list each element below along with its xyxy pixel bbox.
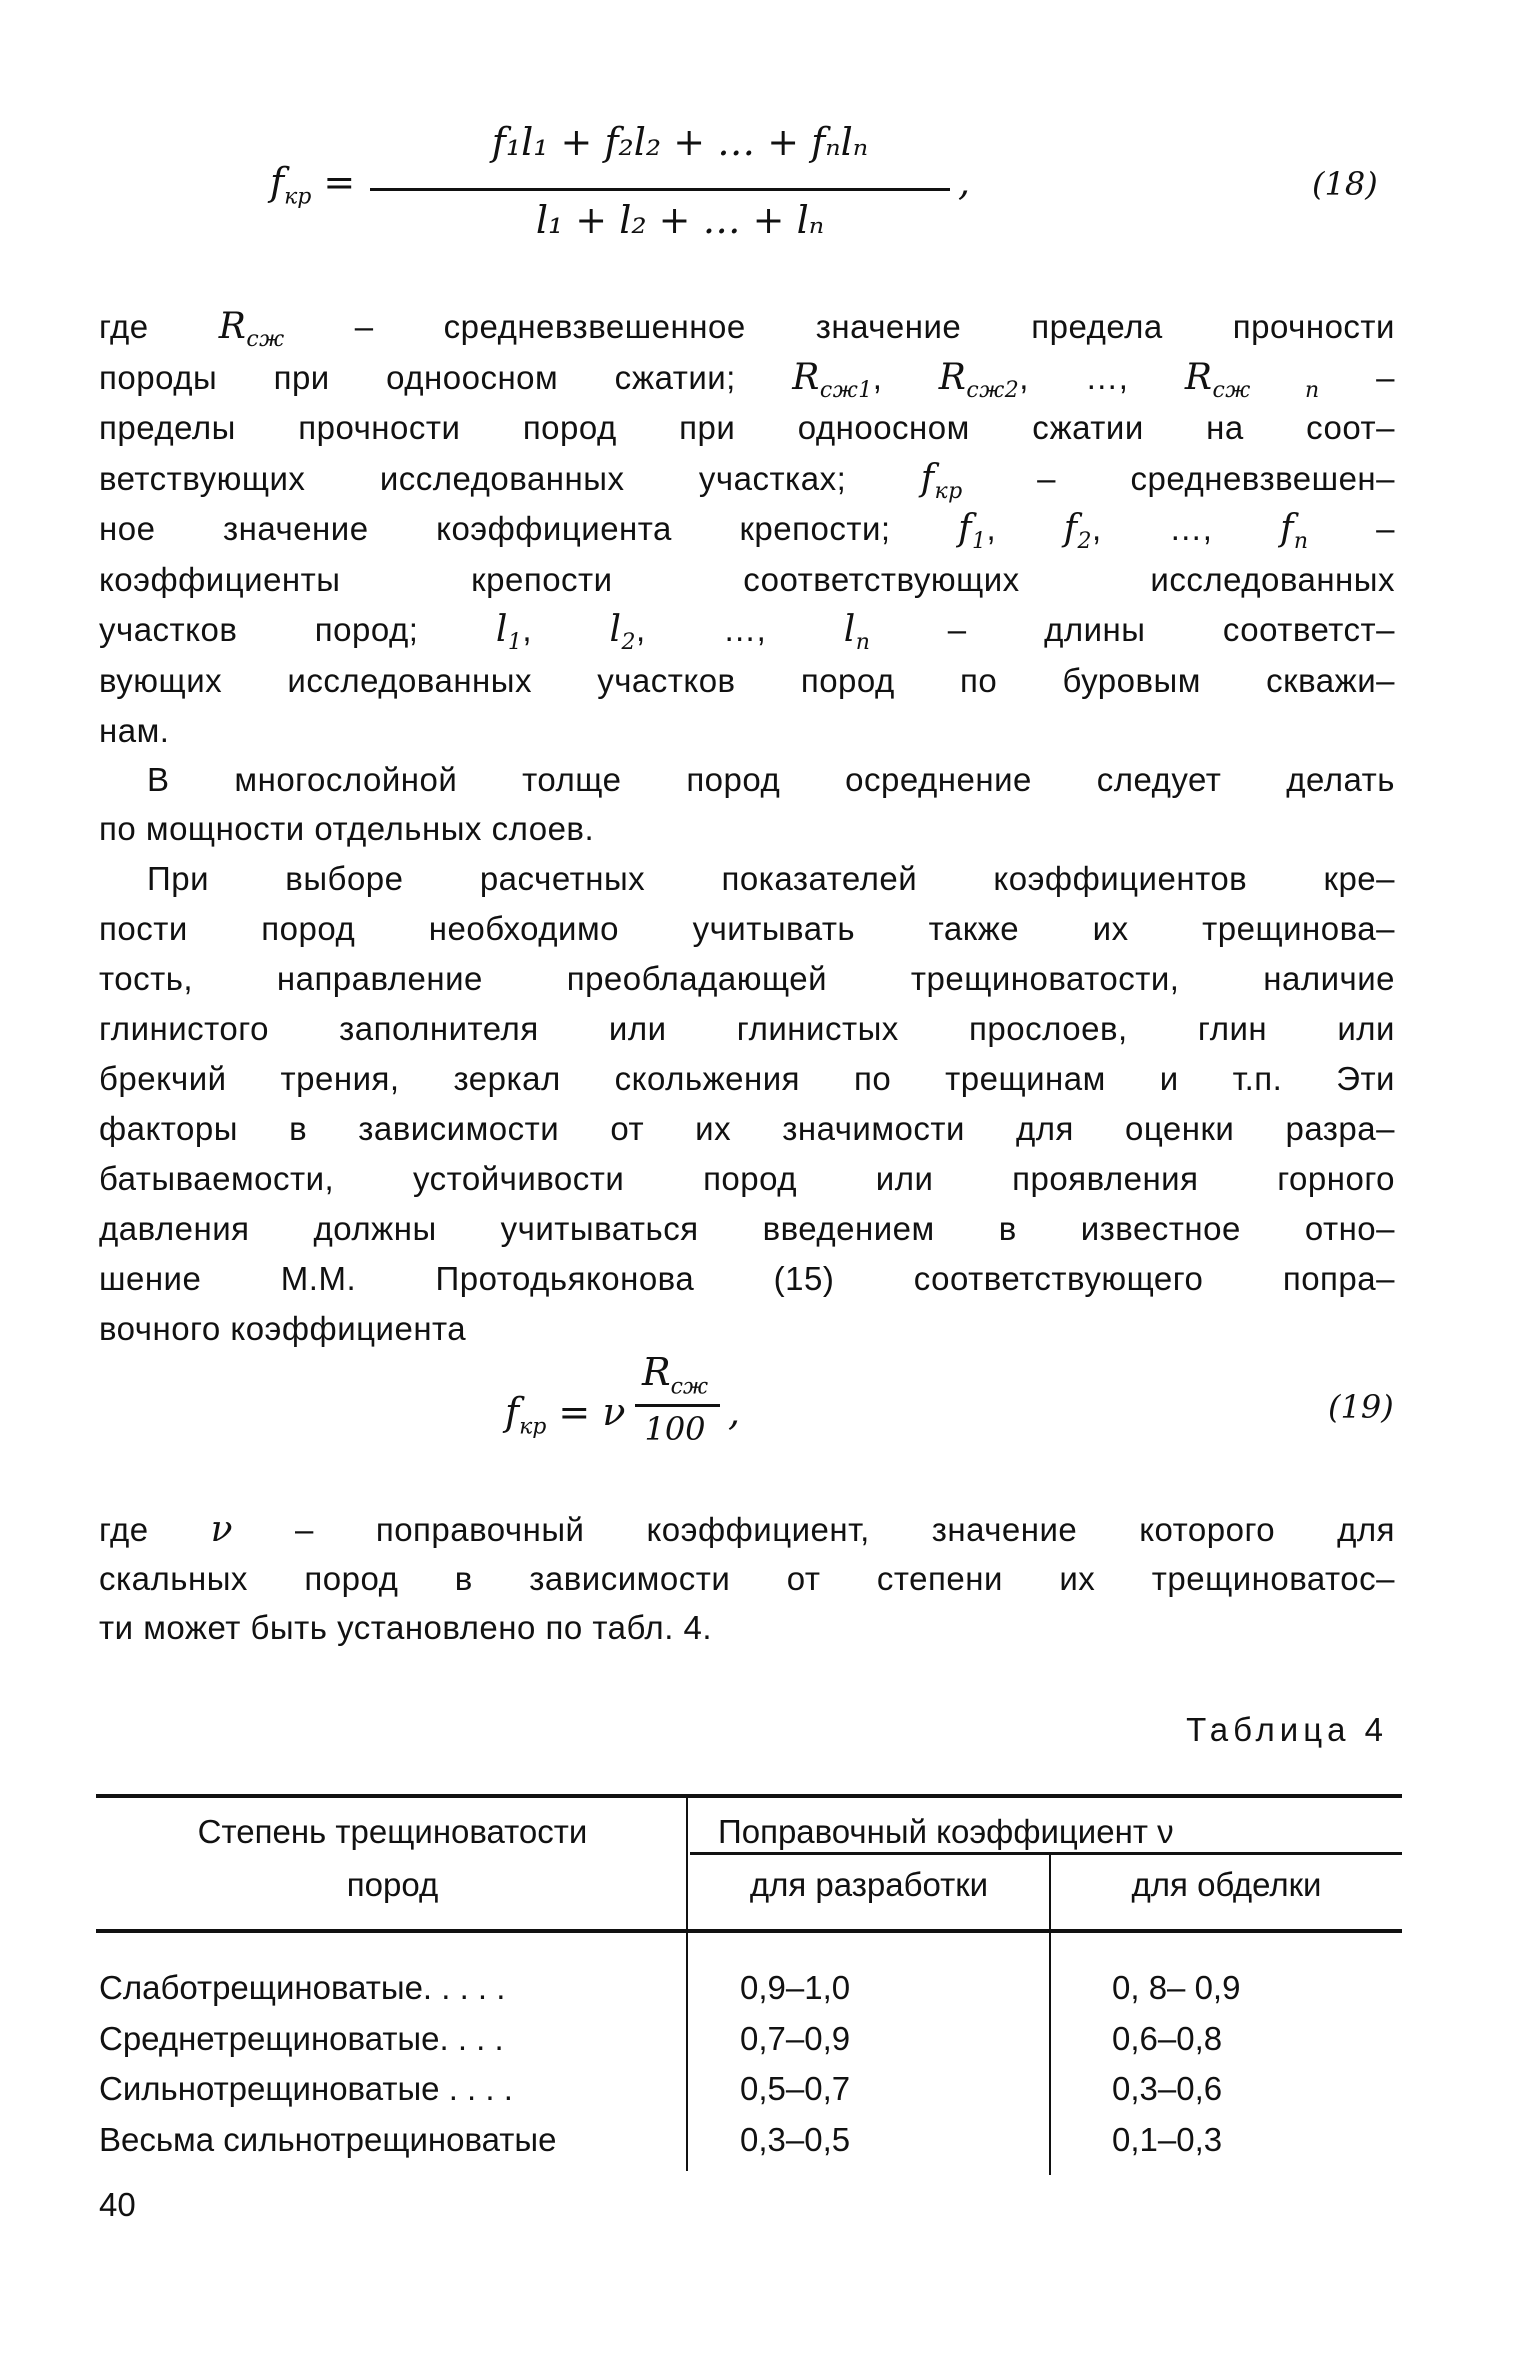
text-line [99, 307, 1395, 360]
text-run: – поправочный коэффициент, значение которого для [233, 1511, 1395, 1548]
page-number: 40 [99, 2186, 136, 2223]
text-run: по мощности отдельных слоев. [99, 810, 595, 847]
text-run: ти может быть установлено по табл. 4. [99, 1609, 713, 1646]
text-run: – длины соответст– [870, 611, 1395, 648]
text-line [99, 1510, 1395, 1550]
table-cell-name: Среднетрещиноватые. . . . [99, 2019, 504, 2057]
text-run: , …, [1019, 358, 1185, 396]
math-subscript: n [1293, 529, 1309, 555]
math-symbol: $R_{сж1}$ [792, 356, 873, 403]
text-run: где [99, 1511, 211, 1548]
text-run: – [1319, 358, 1395, 396]
header-col2: для разработки [749, 1866, 989, 1903]
table-cell-dev: 0,9–1,0 [740, 1969, 851, 2006]
text-run: , …, [635, 611, 844, 648]
text-line [99, 1259, 1395, 1299]
text-run: брекчий трения, зеркал скольжения по трещинам и т.п. Эти [99, 1060, 1395, 1097]
text-line [99, 1559, 1395, 1599]
math-subscript: сж1 [819, 377, 873, 403]
text-run: ветствующих исследованных участках; [99, 459, 921, 497]
text-line [99, 1009, 1395, 1049]
header-col1-line2: пород [346, 1866, 439, 1903]
table-cell-lining: 0,3–0,6 [1112, 2070, 1223, 2107]
text-run: В многослойной толще пород осреднение следует делать [147, 761, 1395, 798]
text-line [99, 1209, 1395, 1249]
text-run: пости пород необходимо учитывать также их трещинова– [99, 910, 1395, 947]
text-run: где [99, 308, 219, 345]
formula-18-fraction-bar [370, 188, 950, 191]
text-line [99, 1159, 1395, 1199]
math-symbol: $R_{сж n}$ [1184, 356, 1320, 403]
formula-18-f-sub: кр [284, 184, 312, 210]
text-line [99, 610, 1395, 663]
text-run: – средневзвешен– [962, 459, 1395, 497]
text-run: – [1308, 510, 1395, 547]
table-cell-dev: 0,7–0,9 [740, 2019, 851, 2057]
formula-18-comma: , [958, 160, 971, 204]
formula-19-denominator: 100 [644, 1410, 706, 1448]
formula-19-comma: , [728, 1390, 741, 1434]
text-line [147, 760, 1395, 800]
text-line [99, 1109, 1395, 1149]
text-line [99, 1309, 1395, 1349]
math-subscript: сж [246, 327, 285, 353]
text-run: ное значение коэффициента крепости; [99, 510, 959, 547]
table-cell-dev: 0,5–0,7 [740, 2070, 851, 2107]
text-line [99, 909, 1395, 949]
math-subscript: кр [934, 478, 963, 504]
text-run: , [872, 358, 939, 396]
text-line [99, 560, 1395, 600]
table-top-rule [96, 1794, 1402, 1798]
text-line [99, 358, 1395, 411]
text-line [99, 408, 1395, 448]
text-run: давления должны учитываться введением в известное отно– [99, 1210, 1395, 1247]
text-line [99, 661, 1395, 701]
math-symbol: $f_1$ [958, 508, 987, 555]
text-run: – средневзвешенное значение предела прочности [284, 308, 1395, 345]
header-col1-line1: Степень трещиноватости [197, 1813, 588, 1850]
equation-number-18: (18) [1312, 165, 1378, 203]
formula-18-denominator: l₁ + l₂ + … + lₙ [535, 198, 825, 242]
text-run: вующих исследованных участков пород по буровым скважи– [99, 661, 1395, 699]
text-line [99, 459, 1395, 512]
text-run: участков пород; [99, 611, 496, 648]
math-subscript: сж n [1212, 377, 1320, 403]
text-run: коэффициенты крепости соответствующих исследованных [99, 560, 1395, 598]
text-run: глинистого заполнителя или глинистых прослоев, глин или [99, 1010, 1395, 1047]
header-group: Поправочный коэффициент ν [718, 1813, 1174, 1850]
text-run: , [522, 611, 610, 648]
table-cell-name: Сильнотрещиноватые . . . . [99, 2070, 513, 2107]
text-run: , …, [1092, 510, 1281, 547]
math-symbol: $R_{сж}$ [218, 306, 285, 353]
text-run: факторы в зависимости от их значимости для оценки разра– [99, 1110, 1395, 1147]
math-symbol: $f_n$ [1280, 508, 1309, 555]
math-subscript: 1 [507, 630, 523, 656]
equation-number-19: (19) [1328, 1388, 1394, 1426]
table-cell-name: Весьма сильнотрещиноватые [99, 2120, 557, 2158]
table-caption: Таблица 4 [1186, 1711, 1388, 1748]
formula-19-numerator [630, 1350, 720, 1400]
text-line [99, 1608, 1395, 1648]
math-subscript: 1 [971, 529, 987, 555]
formula-18-lhs: $f_{кр}$ = [270, 160, 356, 210]
math-symbol: $f_{кр}$ [920, 457, 963, 504]
formula-19-lhs [505, 1390, 625, 1440]
math-symbol: ν [210, 1509, 234, 1550]
table-cell-name: Слаботрещиноватые. . . . . [99, 1969, 506, 2006]
math-subscript: n [855, 630, 871, 656]
formula-18-numerator: f₁l₁ + f₂l₂ + … + fₙlₙ [491, 120, 869, 164]
math-symbol: $f_2$ [1063, 508, 1093, 555]
table-cell-dev: 0,3–0,5 [740, 2120, 851, 2158]
text-run: нам. [99, 712, 170, 749]
text-run: шение М.М. Протодьяконова (15) соответствующего попра– [99, 1260, 1395, 1297]
formula-19-R: R [642, 1350, 671, 1394]
text-line [99, 509, 1395, 562]
text-run: тость, направление преобладающей трещиноватости, наличие [99, 960, 1395, 997]
formula-19-fraction-bar [635, 1404, 720, 1407]
table-cell-lining: 0, 8– 0,9 [1112, 1969, 1241, 2006]
text-run: породы при одноосном сжатии; [99, 358, 793, 396]
header-col3: для обделки [1131, 1866, 1322, 1903]
text-run: пределы прочности пород при одноосном сжатии на соот– [99, 409, 1395, 446]
formula-19-equals-nu: = ν [558, 1390, 626, 1434]
table-cell-lining: 0,6–0,8 [1112, 2019, 1223, 2057]
math-subscript: 2 [621, 630, 636, 656]
formula-19-f-sub: кр [519, 1414, 547, 1440]
math-symbol: $l_n$ [843, 609, 871, 656]
table-cell-lining: 0,1–0,3 [1112, 2120, 1223, 2158]
math-subscript: сж2 [966, 377, 1020, 403]
math-symbol: $R_{сж2}$ [938, 356, 1020, 403]
table-header-rule [96, 1929, 1402, 1933]
text-run: скальных пород в зависимости от степени их трещиноватос– [99, 1560, 1395, 1597]
text-line [147, 859, 1395, 899]
math-subscript: 2 [1077, 529, 1093, 555]
text-run: , [986, 510, 1064, 547]
formula-18-f: f [270, 160, 285, 204]
text-run: батываемости, устойчивости пород или проявления горного [99, 1160, 1395, 1197]
text-line [99, 1059, 1395, 1099]
text-line [99, 711, 1395, 751]
text-run: вочного коэффициента [99, 1310, 467, 1347]
text-run: При выборе расчетных показателей коэффициентов кре– [147, 860, 1395, 897]
table-vline-1 [686, 1796, 688, 2171]
formula-19-R-sub: сж [670, 1374, 708, 1400]
text-line [99, 809, 1395, 849]
math-symbol: $l_1$ [495, 609, 523, 656]
formula-19-f: f [505, 1390, 520, 1434]
table-group-underline [690, 1852, 1402, 1855]
math-symbol: $l_2$ [609, 609, 636, 656]
text-line [99, 959, 1395, 999]
